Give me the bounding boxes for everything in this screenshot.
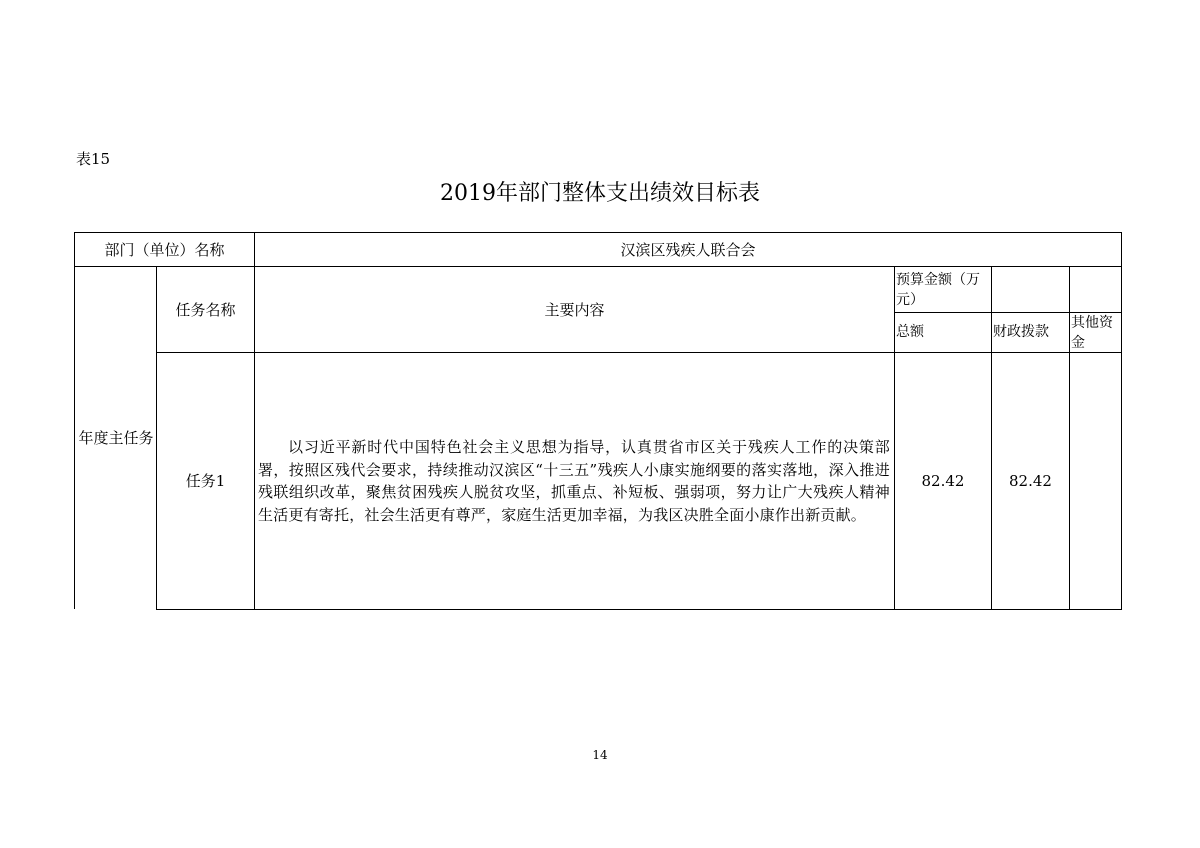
task-name-header: 任务名称 (175, 300, 236, 319)
table-row-task-name: 任务1 (185, 472, 226, 490)
fiscal-header: 财政拨款 (993, 324, 1049, 340)
table-row-fiscal: 82.42 (1009, 472, 1052, 490)
table-row-other (1070, 353, 1121, 609)
page-number: 14 (592, 748, 608, 762)
main-content-header: 主要内容 (544, 300, 605, 319)
budget-header: 预算金额（万元） (896, 272, 980, 308)
annual-task-label: 年度主任务 (78, 429, 154, 447)
dept-label: 部门（单位）名称 (104, 240, 225, 259)
table-number: 表15 (76, 150, 111, 168)
dept-name: 汉滨区残疾人联合会 (620, 240, 756, 259)
total-header: 总额 (896, 324, 924, 340)
table-row-content (258, 353, 890, 609)
table-row-total: 82.42 (921, 472, 965, 490)
task-content-text: 以习近平新时代中国特色社会主义思想为指导，认真贯省市区关于残疾人工作的决策部署，按照区残代会要求，持续推动汉滨区“十三五”残疾人小康实施纲要的落实落地，深入推进残联组织改革，聚焦贫困残疾人脱贫攻坚，抓重点、补短板、强弱项，努力让广大残疾人精神生活更有寄托，社会生活更有尊严，家庭生活更加幸福，为我区决胜全面小康作出新贡献。 (258, 438, 890, 524)
other-header: 其他资金 (1071, 315, 1113, 351)
page-title: 2019年部门整体支出绩效目标表 (440, 181, 760, 206)
